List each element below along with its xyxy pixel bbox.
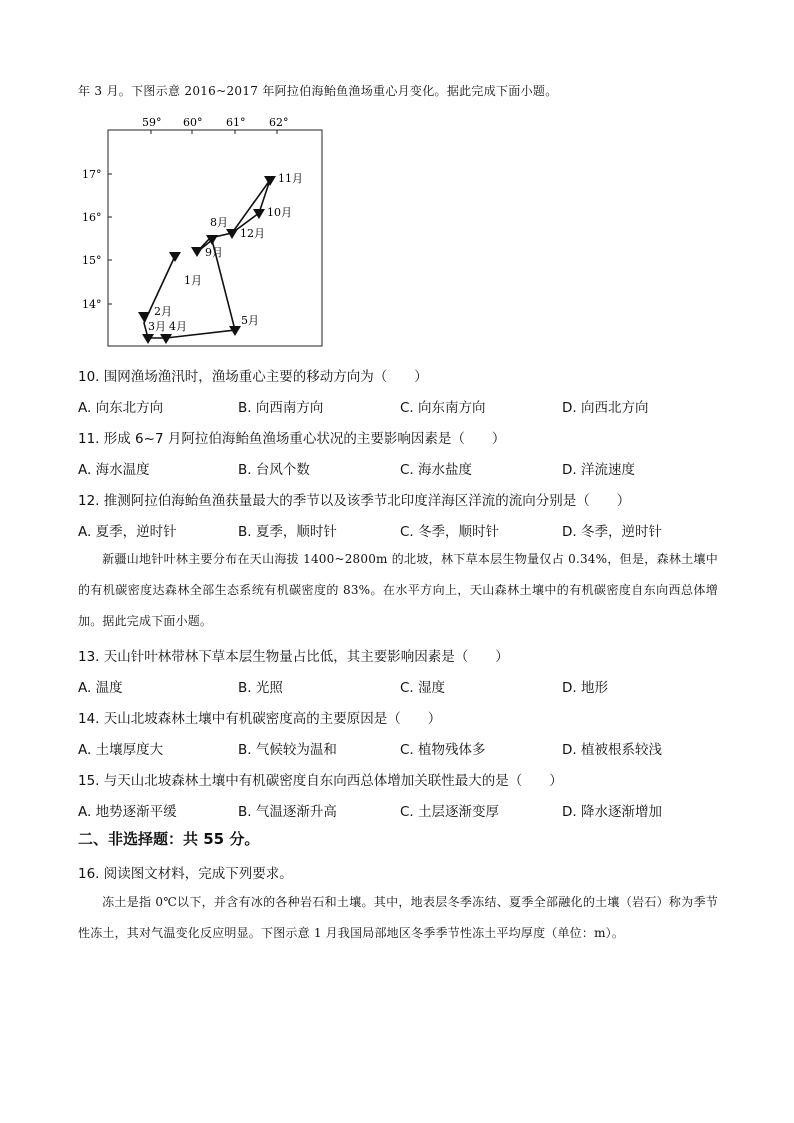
option-12-b[interactable]: B. 夏季，顺时针	[238, 524, 337, 540]
question-14-stem: 14. 天山北坡森林土壤中有机碳密度高的主要原因是（ ）	[78, 711, 442, 727]
lon-label-59: 59°	[142, 116, 162, 129]
passage-frozen-soil-text: 冻土是指 0℃以下，并含有冰的各种岩石和土壤。其中，地表层冬季冻结、夏季全部融化的土壤（岩石）称为季节性冻土，其对气温变化反应明显。下图示意 1 月我国局部地区冬季季节性冻土平均厚度（单位：m）。	[78, 895, 718, 940]
month-label-8: 8月	[210, 216, 228, 229]
month-label-5: 5月	[241, 314, 259, 327]
lat-label-14: 14°	[82, 298, 102, 311]
option-10-d[interactable]: D. 向西北方向	[562, 400, 649, 416]
passage-tianshan-text: 新疆山地针叶林主要分布在天山海拔 1400~2800m 的北坡，林下草本层生物量仅占 0.34%，但是，森林土壤中的有机碳密度达森林全部生态系统有机碳密度的 83%。在水平方向上，天山森林土壤中的有机碳密度自东向西总体增加。据此完成下面小题。	[78, 552, 718, 628]
option-12-c[interactable]: C. 冬季，顺时针	[400, 524, 500, 540]
marker-10	[253, 209, 265, 219]
option-11-a[interactable]: A. 海水温度	[78, 462, 150, 478]
option-10-b[interactable]: B. 向西南方向	[238, 400, 324, 416]
option-11-d[interactable]: D. 洋流速度	[562, 462, 635, 478]
month-label-1: 1月	[184, 274, 202, 287]
fishing-ground-map	[78, 112, 338, 352]
month-label-3: 3月	[148, 320, 166, 333]
question-10-stem: 10. 围网渔场渔汛时，渔场重心主要的移动方向为（ ）	[78, 369, 428, 385]
question-12-stem: 12. 推测阿拉伯海鲐鱼渔获量最大的季节以及该季节北印度洋海区洋流的流向分别是（ ）	[78, 493, 631, 509]
question-13-stem: 13. 天山针叶林带林下草本层生物量占比低，其主要影响因素是（ ）	[78, 649, 509, 665]
marker-3	[142, 334, 154, 344]
lon-label-62: 62°	[269, 116, 289, 129]
question-15-stem: 15. 与天山北坡森林土壤中有机碳密度自东向西总体增加关联性最大的是（ ）	[78, 773, 563, 789]
option-15-c[interactable]: C. 土层逐渐变厚	[400, 804, 500, 820]
option-13-b[interactable]: B. 光照	[238, 680, 283, 696]
question-16-stem: 16. 阅读图文材料，完成下列要求。	[78, 866, 293, 882]
option-14-d[interactable]: D. 植被根系较浅	[562, 742, 662, 758]
lat-label-15: 15°	[82, 254, 102, 267]
passage-tianshan	[78, 544, 718, 637]
lon-label-60: 60°	[183, 116, 203, 129]
option-13-c[interactable]: C. 湿度	[400, 680, 446, 696]
marker-1	[169, 252, 181, 262]
month-label-9: 9月	[205, 246, 223, 259]
section-title: 二、非选择题：共 55 分。	[78, 830, 260, 848]
month-label-11: 11月	[278, 172, 303, 185]
month-label-10: 10月	[267, 206, 292, 219]
option-15-a[interactable]: A. 地势逐渐平缓	[78, 804, 177, 820]
option-10-a[interactable]: A. 向东北方向	[78, 400, 164, 416]
month-label-12: 12月	[240, 227, 265, 240]
option-12-a[interactable]: A. 夏季，逆时针	[78, 524, 177, 540]
marker-9	[191, 247, 203, 257]
option-14-b[interactable]: B. 气候较为温和	[238, 742, 337, 758]
lat-label-17: 17°	[82, 168, 102, 181]
question-11-stem: 11. 形成 6~7 月阿拉伯海鲐鱼渔场重心状况的主要影响因素是（ ）	[78, 431, 506, 447]
intro-text: 年 3 月。下图示意 2016~2017 年阿拉伯海鲐鱼渔场重心月变化。据此完成下面小题。	[78, 84, 558, 98]
month-label-2: 2月	[154, 305, 172, 318]
option-14-c[interactable]: C. 植物残体多	[400, 742, 486, 758]
option-15-d[interactable]: D. 降水逐渐增加	[562, 804, 662, 820]
option-11-c[interactable]: C. 海水盐度	[400, 462, 473, 478]
month-label-4: 4月	[169, 320, 187, 333]
option-13-a[interactable]: A. 温度	[78, 680, 123, 696]
passage-frozen-soil	[78, 887, 718, 949]
option-10-c[interactable]: C. 向东南方向	[400, 400, 486, 416]
option-14-a[interactable]: A. 土壤厚度大	[78, 742, 164, 758]
option-13-d[interactable]: D. 地形	[562, 680, 608, 696]
option-12-d[interactable]: D. 冬季，逆时针	[562, 524, 662, 540]
lat-label-16: 16°	[82, 211, 102, 224]
lon-label-61: 61°	[226, 116, 246, 129]
option-11-b[interactable]: B. 台风个数	[238, 462, 310, 478]
option-15-b[interactable]: B. 气温逐渐升高	[238, 804, 337, 820]
marker-4	[160, 334, 172, 344]
